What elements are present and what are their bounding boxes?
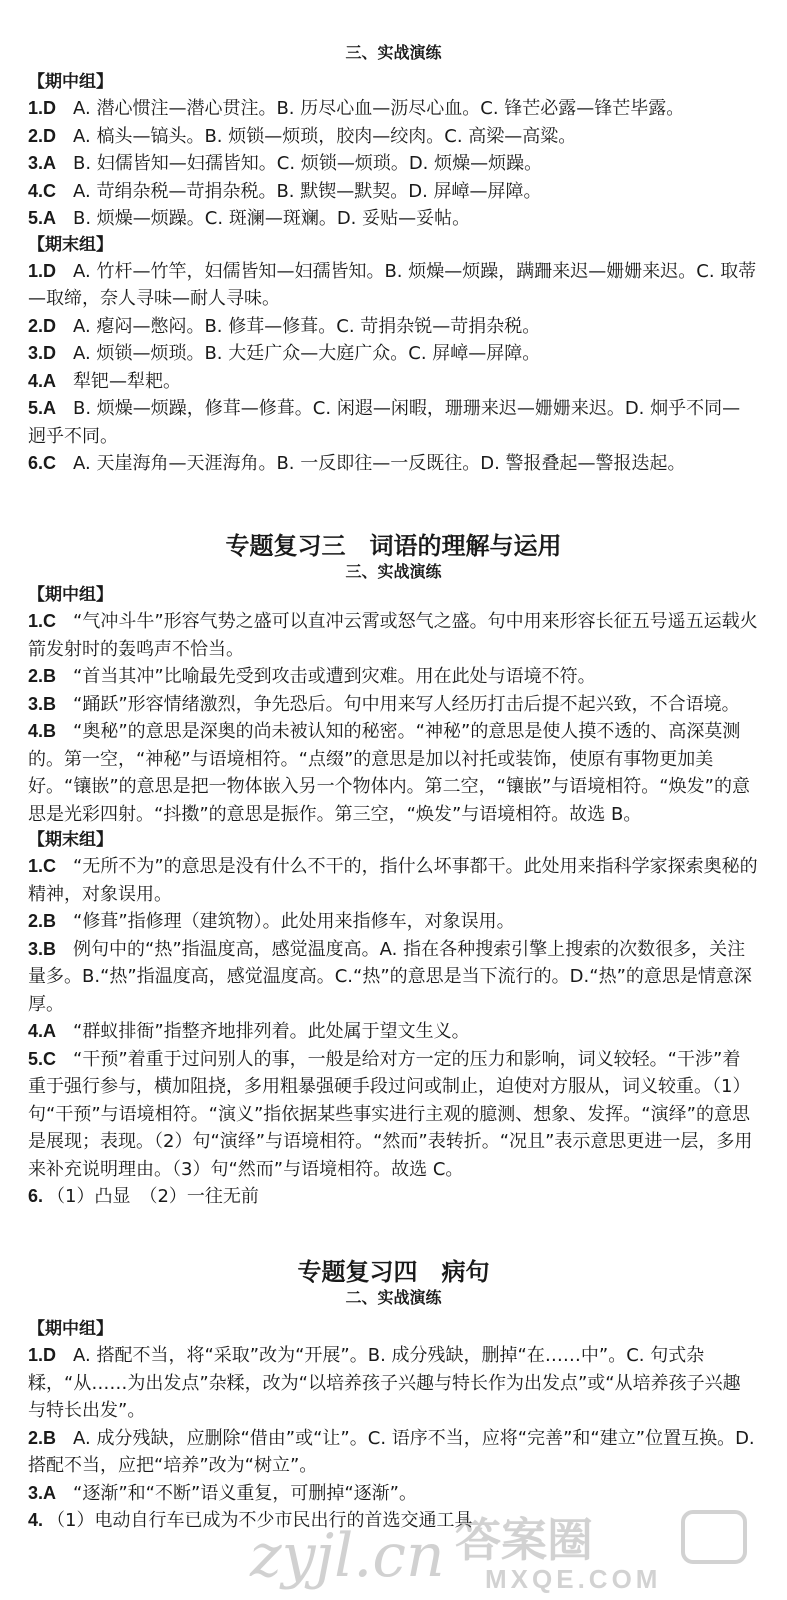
question-number: 4.: [28, 721, 44, 741]
answer-item: [28, 718, 758, 828]
answer-explanation: “踊跃”形容情绪激烈，争先恐后。句中用来写人经历打击后提不起兴致，不合语境。: [73, 693, 740, 715]
question-number: 4.: [28, 370, 44, 391]
answer-explanation: “群蚁排衙”指整齐地排列着。此处属于望文生义。: [73, 1021, 470, 1042]
answer-letter: C: [43, 856, 57, 876]
midterm-group-label: 【期中组】: [28, 1319, 113, 1339]
question-number: 3.: [28, 938, 44, 959]
question-number: 1.: [28, 260, 44, 281]
answer-explanation: B. 烦燥—烦躁，修茸—修葺。C. 闲遐—闲暇，珊珊来迟—姗姗来迟。D. 炯乎不同—迥乎不同。: [28, 398, 741, 447]
answer-explanation: B. 妇儒皆知—妇孺皆知。C. 烦锁—烦琐。D. 烦燥—烦躁。: [73, 153, 543, 174]
answer-letter: A: [43, 1021, 57, 1041]
answer-explanation: A. 竹杆—竹竿，妇儒皆知—妇孺皆知。B. 烦燥—烦躁，蹒跚来迟—姗姗来迟。C. 取蒂—取缔，奈人寻味—耐人寻味。: [28, 260, 757, 309]
answer-letter: C: [43, 180, 57, 201]
answer-item: [28, 258, 758, 313]
answer-letter: A: [43, 370, 57, 391]
answer-explanation: A. 天崖海角—天涯海角。B. 一反即往—一反既往。D. 警报叠起—警报迭起。: [73, 453, 686, 474]
answer-explanation: “首当其冲”比喻最先受到攻击或遭到灾难。用在此处与语境不符。: [73, 666, 596, 687]
answer-letter: D: [43, 98, 57, 118]
answer-letter: B: [43, 911, 57, 931]
answer-explanation: 犁钯—犁耙。: [73, 370, 182, 392]
question-number: 2.: [28, 1427, 44, 1448]
question-number: 3.: [28, 693, 44, 714]
question-number: 2.: [28, 125, 44, 146]
watermark-zy: zyjl.cn: [250, 1521, 445, 1591]
answer-letter: D: [43, 125, 57, 146]
section-2: [0, 531, 787, 1211]
section-2-subtitle: 三、实战演练: [345, 562, 442, 581]
answer-letter: B: [43, 1427, 57, 1448]
answer-explanation: A. 烦锁—烦琐。B. 大廷广众—大庭广众。C. 屏嶂—屏障。: [73, 343, 541, 364]
question-number: 6.: [28, 1186, 44, 1206]
section-1: [0, 42, 787, 478]
section-3-subtitle: 二、实战演练: [345, 1288, 442, 1307]
answer-letter: A: [43, 398, 57, 418]
answer-item: [28, 663, 758, 691]
answer-explanation: “气冲斗牛”形容气势之盛可以直冲云霄或怒气之盛。句中用来形容长征五号遥五运载火箭发射时的轰鸣声不恰当。: [28, 611, 758, 660]
answer-explanation: A. 成分残缺，应删除“借由”或“让”。C. 语序不当，应将“完善”和“建立”位置互换。D. 搭配不当，应把“培养”改为“树立”。: [28, 1427, 755, 1476]
answer-item: [28, 1480, 758, 1508]
answer-item: [28, 691, 758, 719]
question-number: 5.: [28, 1048, 44, 1069]
answer-letter: A: [43, 1482, 57, 1503]
question-number: 4.: [28, 1021, 44, 1041]
answer-item: [28, 395, 758, 450]
section-3: [0, 1257, 787, 1535]
answer-item: [28, 908, 758, 936]
answer-item: [28, 1183, 758, 1211]
answer-item: [28, 853, 758, 908]
answer-letter: D: [43, 315, 57, 336]
section-1-subtitle: 三、实战演练: [345, 43, 442, 62]
answer-item: [28, 313, 758, 341]
answer-explanation: A. 瘪闷—憋闷。B. 修茸—修葺。C. 苛捐杂锐—苛捐杂税。: [73, 315, 541, 337]
answer-item: [28, 368, 758, 396]
answer-letter: D: [43, 260, 57, 281]
answer-explanation: “修葺”指修理（建筑物）。此处用来指修车，对象误用。: [73, 911, 515, 932]
question-number: 3.: [28, 1482, 44, 1503]
answer-item: [28, 205, 758, 233]
answer-item: [28, 450, 758, 478]
final-group-label: 【期末组】: [28, 830, 113, 850]
answer-item: [28, 178, 758, 206]
answer-explanation: （1）凸显 （2）一往无前: [47, 1186, 259, 1207]
answer-explanation: “奥秘”的意思是深奥的尚未被认知的秘密。“神秘”的意思是使人摸不透的、高深莫测的。第一空，“神秘”与语境相符。“点缀”的意思是加以衬托或装饰，使原有事物更加美好。“镶嵌”的意思是把一物体嵌入另一个物体内。第二空，“镶嵌”与语境相符。“焕发”的意思是光彩四射。“抖擞”的意思是振作。第三空，“焕发”与语境相符。故选 B。: [28, 721, 750, 825]
answer-explanation: 例句中的“热”指温度高，感觉温度高。A. 指在各种搜索引擎上搜索的次数很多，关注量多。B.“热”指温度高，感觉温度高。C.“热”的意思是当下流行的。D.“热”的意思是情意深厚。: [28, 938, 752, 1015]
midterm-group-label: 【期中组】: [28, 72, 113, 92]
question-number: 4.: [28, 180, 44, 201]
answer-item: [28, 340, 758, 368]
answer-letter: B: [43, 693, 57, 714]
answer-letter: D: [43, 343, 57, 363]
answer-explanation: A. 槁头—镐头。B. 烦锁—烦琐，胶肉—绞肉。C. 高梁—高粱。: [73, 125, 577, 147]
question-number: 2.: [28, 315, 44, 336]
answer-letter: D: [43, 1345, 57, 1365]
answer-letter: B: [43, 938, 57, 959]
question-number: 3.: [28, 153, 44, 173]
answer-item: [28, 936, 758, 1019]
answer-item: [28, 1342, 758, 1425]
question-number: 1.: [28, 98, 44, 118]
answer-letter: B: [43, 666, 57, 686]
question-number: 2.: [28, 911, 44, 931]
question-number: 3.: [28, 343, 44, 363]
answer-explanation: B. 烦燥—烦躁。C. 斑澜—斑斓。D. 妥贴—妥帖。: [73, 208, 471, 229]
midterm-group-label: 【期中组】: [28, 585, 113, 605]
question-number: 1.: [28, 856, 44, 876]
answer-item: [28, 608, 758, 663]
answer-item: [28, 1425, 758, 1480]
question-number: 5.: [28, 208, 44, 228]
final-group-label: 【期末组】: [28, 234, 113, 255]
answer-explanation: A. 搭配不当，将“采取”改为“开展”。B. 成分残缺，删掉“在……中”。C. 句式杂糅，“从……为出发点”杂糅，改为“以培养孩子兴趣与特长作为出发点”或“从培养孩子兴趣与特长出发”。: [28, 1345, 741, 1421]
answer-item: [28, 150, 758, 178]
question-number: 5.: [28, 398, 44, 418]
answer-letter: C: [43, 1048, 57, 1069]
answer-explanation: A. 潜心惯注—潜心贯注。B. 历尽心血—沥尽心血。C. 锋芒必露—锋芒毕露。: [73, 98, 685, 119]
question-number: 2.: [28, 666, 44, 686]
answer-letter: B: [43, 721, 57, 741]
watermark-site: MXQE.COM: [485, 1564, 662, 1594]
answer-item: [28, 95, 758, 123]
answer-explanation: A. 苛绢杂税—苛捐杂税。B. 默锲—默契。D. 屏嶂—屏障。: [73, 180, 542, 202]
answer-explanation: “逐渐”和“不断”语义重复，可删掉“逐渐”。: [73, 1482, 417, 1504]
answer-explanation: “无所不为”的意思是没有什么不干的，指什么坏事都干。此处用来指科学家探索奥秘的精神，对象误用。: [28, 856, 758, 905]
watermark-brand: 答案圈: [455, 1513, 593, 1567]
answer-item: [28, 1046, 758, 1184]
section-2-title: 专题复习三 词语的理解与运用: [225, 532, 562, 560]
answer-item: [28, 123, 758, 151]
answer-letter: A: [43, 208, 57, 228]
section-3-title: 专题复习四 病句: [297, 1258, 490, 1286]
question-number: 6.: [28, 453, 44, 473]
question-number: 4.: [28, 1510, 44, 1530]
watermark-icon: [445, 1504, 765, 1594]
question-number: 1.: [28, 611, 44, 631]
question-number: 1.: [28, 1345, 44, 1365]
answer-explanation: “干预”着重于过问别人的事，一般是给对方一定的压力和影响，词义较轻。“干涉”着重于强行参与，横加阻挠，多用粗暴强硬手段过问或制止，迫使对方服从，词义较重。（1）句“干预”与语境相符。“演义”指依据某些事实进行主观的臆测、想象、发挥。“演绎”的意思是展现；表现。（2）句“演绎”与语境相符。“然而”表转折。“况且”表示意思更进一层，多用来补充说明理由。（3）句“然而”与语境相符。故选 C。: [28, 1048, 753, 1180]
watermark-logo: [445, 1504, 765, 1594]
answer-letter: A: [43, 153, 57, 173]
answer-explanation: （1）电动自行车已成为不少市民出行的首选交通工具: [47, 1510, 473, 1531]
answer-letter: C: [43, 611, 57, 631]
answer-item: [28, 1018, 758, 1046]
answer-letter: C: [43, 453, 57, 473]
